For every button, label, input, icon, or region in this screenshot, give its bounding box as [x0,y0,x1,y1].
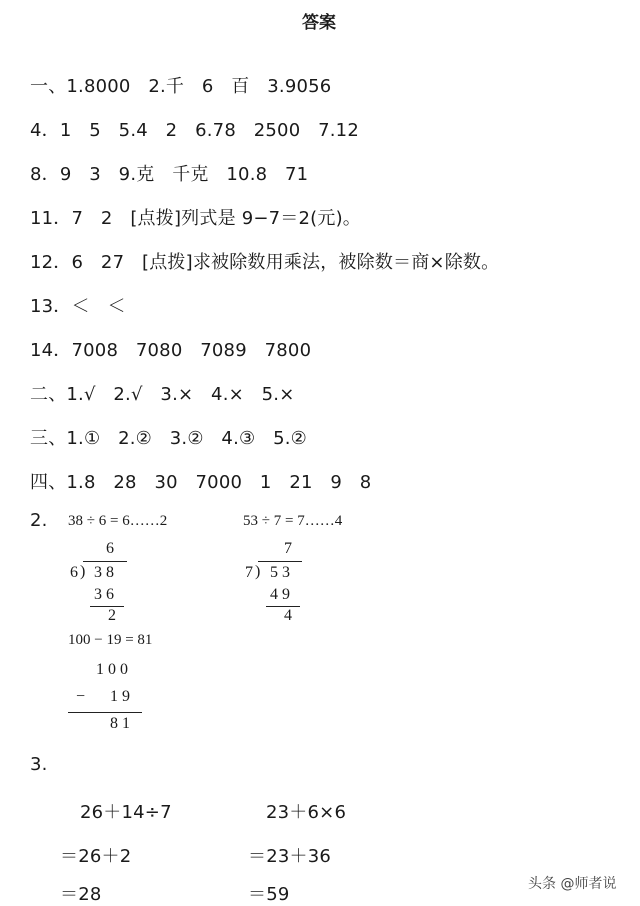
sub-equation: 100 − 19 = 81 [68,632,153,648]
q3-right-line-3: ＝59 [248,884,290,905]
div2-dividend: 5 3 [270,564,290,581]
div2-product: 4 9 [270,586,290,603]
div2-equation: 53 ÷ 7 = 7……4 [243,513,343,529]
q2-label: 2. [30,510,48,531]
answer-row-1: 一、1.8000 2.千 6 百 3.9056 [30,76,332,97]
q3-label: 3. [30,754,48,775]
answer-row-3: 8．9 3 9.克 千克 10.8 71 [30,164,309,185]
answer-row-8: 二、1.√ 2.√ 3.× 4.× 5.× [30,384,295,405]
answer-row-2: 4．1 5 5.4 2 6.78 2500 7.12 [30,120,359,141]
div1-divisor: 6 [70,564,78,581]
div2-divisor: 7 [245,564,253,581]
div2-bracket-top [258,561,302,562]
div1-product: 3 6 [94,586,114,603]
sub-line [68,712,142,713]
q3-left-line-3: ＝28 [60,884,102,905]
answer-row-9: 三、1.① 2.② 3.② 4.③ 5.② [30,428,308,449]
sub-operator: − [76,688,86,705]
sub-top: 1 0 0 [96,661,128,678]
div2-bracket: ) [255,563,261,580]
answer-row-6: 13．＜ ＜ [30,296,126,317]
div2-product-line [266,606,300,607]
div1-bracket: ) [80,563,86,580]
q3-left-line-2: ＝26＋2 [60,846,132,867]
answer-row-4: 11．7 2 [点拨]列式是 9−7＝2(元)。 [30,208,361,229]
div1-quotient: 6 [106,540,114,557]
answer-row-10: 四、1.8 28 30 7000 1 21 9 8 [30,472,372,493]
sub-result: 8 1 [110,715,130,732]
div2-quotient: 7 [284,540,292,557]
answer-row-5: 12．6 27 [点拨]求被除数用乘法，被除数＝商×除数。 [30,252,500,273]
div2-remainder: 4 [284,607,292,624]
q3-left-line-1: 26＋14÷7 [80,802,172,823]
div1-remainder: 2 [108,607,116,624]
div1-equation: 38 ÷ 6 = 6……2 [68,513,168,529]
page-title: 答案 [302,13,336,33]
div1-bracket-top [83,561,127,562]
answer-row-7: 14．7008 7080 7089 7800 [30,340,312,361]
sub-bottom: 1 9 [110,688,130,705]
q3-right-line-2: ＝23＋36 [248,846,332,867]
q3-right-line-1: 23＋6×6 [266,802,347,823]
div1-product-line [90,606,124,607]
watermark: 头条 @师者说 [528,876,617,892]
div1-dividend: 3 8 [94,564,114,581]
